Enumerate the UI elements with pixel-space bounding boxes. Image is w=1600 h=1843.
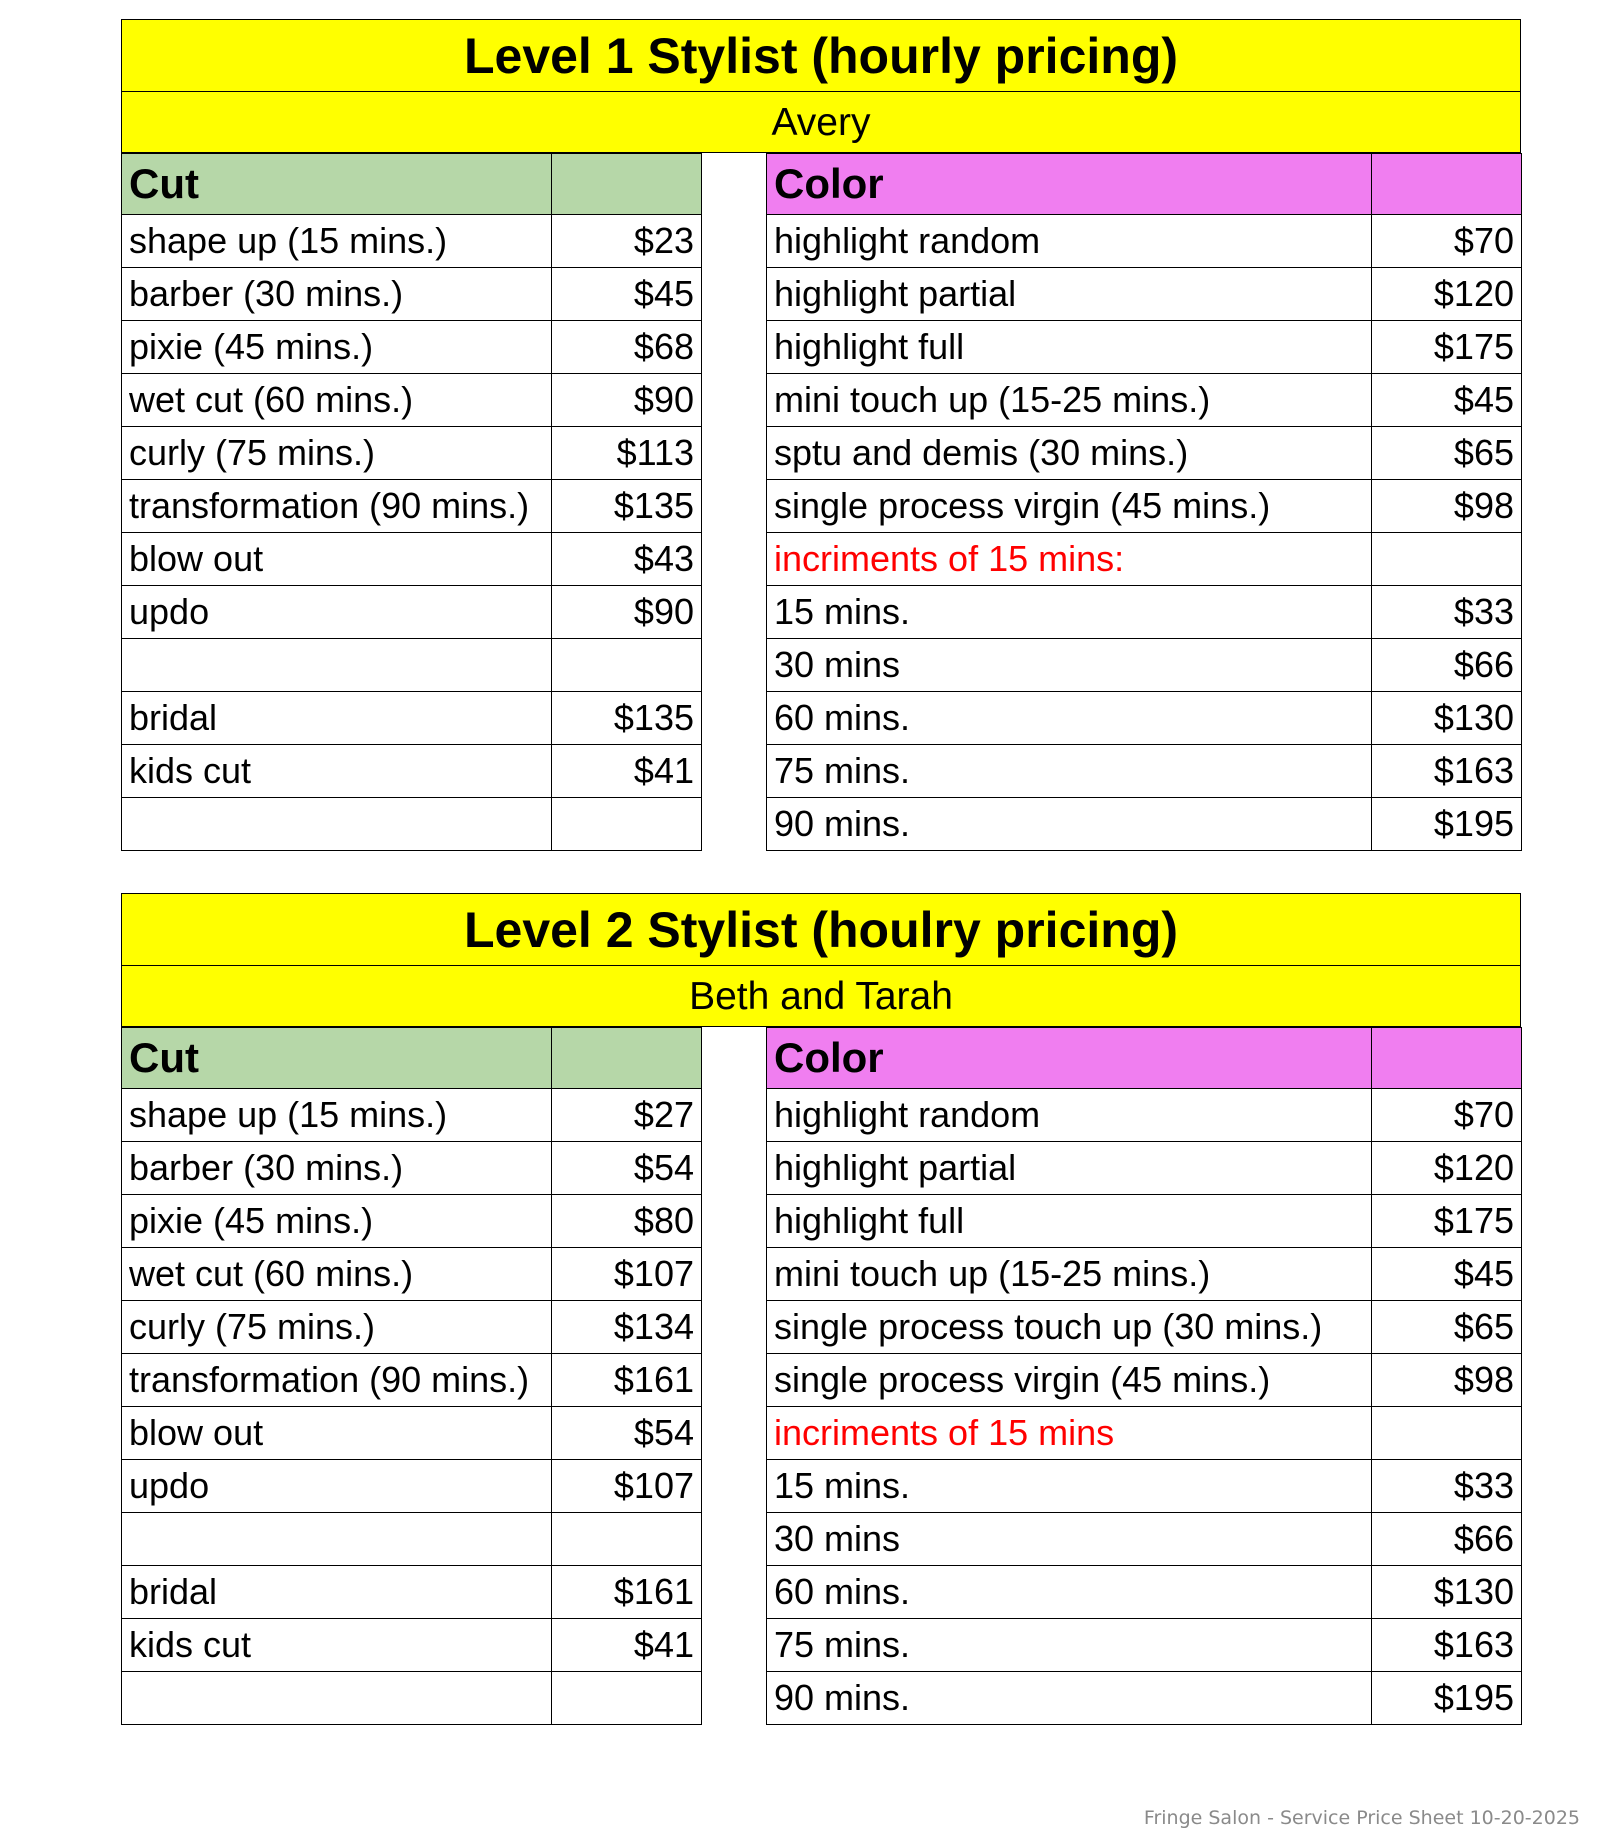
service-name: 60 mins. [767, 692, 1372, 745]
table-row [122, 215, 702, 268]
service-name: sptu and demis (30 mins.) [767, 427, 1372, 480]
service-name [122, 639, 552, 692]
category-header: Cut [122, 154, 552, 215]
service-price: $54 [552, 1142, 702, 1195]
service-price: $66 [1372, 1513, 1522, 1566]
table-header-row [767, 1028, 1522, 1089]
service-price: $41 [552, 1619, 702, 1672]
category-header: Cut [122, 1028, 552, 1089]
table-row [122, 798, 702, 851]
table-row [767, 586, 1522, 639]
service-price: $134 [552, 1301, 702, 1354]
service-price: $135 [552, 480, 702, 533]
table-row [767, 480, 1522, 533]
table-row [122, 1301, 702, 1354]
category-header-blank [1372, 154, 1522, 215]
service-price: $130 [1372, 1566, 1522, 1619]
table-row [122, 427, 702, 480]
service-name: mini touch up (15-25 mins.) [767, 374, 1372, 427]
service-price: $195 [1372, 1672, 1522, 1725]
service-price: $120 [1372, 1142, 1522, 1195]
table-row [767, 745, 1522, 798]
table-row [767, 533, 1522, 586]
table-row [122, 745, 702, 798]
service-price: $65 [1372, 1301, 1522, 1354]
service-price: $33 [1372, 1460, 1522, 1513]
service-name: kids cut [122, 745, 552, 798]
service-name: wet cut (60 mins.) [122, 374, 552, 427]
increment-note: incriments of 15 mins: [767, 533, 1372, 586]
table-row [767, 798, 1522, 851]
level-1-section [121, 19, 1521, 861]
page-footer: Fringe Salon - Service Price Sheet 10-20-2025 [1143, 1807, 1580, 1829]
service-price: $33 [1372, 586, 1522, 639]
service-name: 15 mins. [767, 1460, 1372, 1513]
table-header-row [767, 154, 1522, 215]
table-row [767, 1513, 1522, 1566]
service-price: $27 [552, 1089, 702, 1142]
service-name: blow out [122, 1407, 552, 1460]
service-price: $107 [552, 1460, 702, 1513]
level-2-section [121, 893, 1521, 1735]
table-row [122, 1089, 702, 1142]
service-name: highlight full [767, 1195, 1372, 1248]
service-name: highlight partial [767, 268, 1372, 321]
service-name: 60 mins. [767, 1566, 1372, 1619]
table-row [122, 692, 702, 745]
table-row [767, 1619, 1522, 1672]
service-name: 75 mins. [767, 745, 1372, 798]
table-row [122, 1619, 702, 1672]
cut-price-table [121, 1027, 702, 1725]
service-name: single process virgin (45 mins.) [767, 1354, 1372, 1407]
table-row [767, 1460, 1522, 1513]
table-row [767, 1301, 1522, 1354]
service-price: $161 [552, 1566, 702, 1619]
table-row [767, 215, 1522, 268]
service-name: kids cut [122, 1619, 552, 1672]
table-row [122, 374, 702, 427]
section-title: Level 1 Stylist (hourly pricing) [121, 19, 1521, 92]
service-price: $65 [1372, 427, 1522, 480]
table-row [122, 1407, 702, 1460]
table-row [767, 1195, 1522, 1248]
category-header-blank [552, 154, 702, 215]
service-price: $45 [1372, 374, 1522, 427]
table-row [122, 268, 702, 321]
service-price [552, 1513, 702, 1566]
service-price: $175 [1372, 1195, 1522, 1248]
service-name: highlight random [767, 1089, 1372, 1142]
service-name: 15 mins. [767, 586, 1372, 639]
section-title: Level 2 Stylist (houlry pricing) [121, 893, 1521, 966]
service-price: $68 [552, 321, 702, 374]
service-price: $163 [1372, 1619, 1522, 1672]
service-price: $163 [1372, 745, 1522, 798]
service-name: 30 mins [767, 1513, 1372, 1566]
table-row [122, 1354, 702, 1407]
increment-note: incriments of 15 mins [767, 1407, 1372, 1460]
table-row [122, 1195, 702, 1248]
table-row [122, 1142, 702, 1195]
table-row [767, 639, 1522, 692]
table-row [122, 586, 702, 639]
table-row [767, 1354, 1522, 1407]
table-row [767, 1089, 1522, 1142]
table-row [767, 321, 1522, 374]
service-name: shape up (15 mins.) [122, 215, 552, 268]
service-price: $45 [1372, 1248, 1522, 1301]
table-row [767, 427, 1522, 480]
table-row [122, 480, 702, 533]
category-header: Color [767, 154, 1372, 215]
service-price: $175 [1372, 321, 1522, 374]
stylist-names: Avery [121, 92, 1521, 153]
service-price: $130 [1372, 692, 1522, 745]
service-name: curly (75 mins.) [122, 1301, 552, 1354]
table-header-row [122, 1028, 702, 1089]
service-name: single process touch up (30 mins.) [767, 1301, 1372, 1354]
service-name: single process virgin (45 mins.) [767, 480, 1372, 533]
service-name: curly (75 mins.) [122, 427, 552, 480]
table-header-row [122, 154, 702, 215]
service-name: updo [122, 586, 552, 639]
service-price: $66 [1372, 639, 1522, 692]
service-price: $107 [552, 1248, 702, 1301]
service-name [122, 1672, 552, 1725]
service-name: updo [122, 1460, 552, 1513]
service-price: $41 [552, 745, 702, 798]
service-name: barber (30 mins.) [122, 268, 552, 321]
category-header-blank [552, 1028, 702, 1089]
service-name: highlight full [767, 321, 1372, 374]
stylist-names: Beth and Tarah [121, 966, 1521, 1027]
service-price: $43 [552, 533, 702, 586]
service-name: 30 mins [767, 639, 1372, 692]
cut-price-table [121, 153, 702, 851]
service-price [552, 639, 702, 692]
table-row [767, 374, 1522, 427]
service-price: $90 [552, 374, 702, 427]
service-price: $70 [1372, 1089, 1522, 1142]
table-row [122, 1248, 702, 1301]
service-name: highlight partial [767, 1142, 1372, 1195]
color-price-table [766, 1027, 1522, 1725]
service-name [122, 798, 552, 851]
table-row [767, 1672, 1522, 1725]
table-row [767, 1566, 1522, 1619]
table-row [122, 321, 702, 374]
service-name [122, 1513, 552, 1566]
service-name: 75 mins. [767, 1619, 1372, 1672]
service-name: pixie (45 mins.) [122, 321, 552, 374]
service-name: wet cut (60 mins.) [122, 1248, 552, 1301]
service-price: $54 [552, 1407, 702, 1460]
service-price [1372, 533, 1522, 586]
service-price: $120 [1372, 268, 1522, 321]
table-row [122, 533, 702, 586]
service-name: 90 mins. [767, 798, 1372, 851]
table-row [122, 639, 702, 692]
service-name: transformation (90 mins.) [122, 1354, 552, 1407]
service-name: pixie (45 mins.) [122, 1195, 552, 1248]
service-name: barber (30 mins.) [122, 1142, 552, 1195]
service-name: transformation (90 mins.) [122, 480, 552, 533]
table-row [767, 1248, 1522, 1301]
service-price [552, 1672, 702, 1725]
service-name: highlight random [767, 215, 1372, 268]
table-row [122, 1460, 702, 1513]
service-price: $70 [1372, 215, 1522, 268]
table-row [767, 692, 1522, 745]
service-price: $80 [552, 1195, 702, 1248]
service-price [1372, 1407, 1522, 1460]
service-name: 90 mins. [767, 1672, 1372, 1725]
service-price [552, 798, 702, 851]
service-name: bridal [122, 1566, 552, 1619]
service-name: blow out [122, 533, 552, 586]
table-row [122, 1513, 702, 1566]
table-row [122, 1566, 702, 1619]
table-row [122, 1672, 702, 1725]
service-name: bridal [122, 692, 552, 745]
color-price-table [766, 153, 1522, 851]
table-row [767, 1142, 1522, 1195]
service-name: mini touch up (15-25 mins.) [767, 1248, 1372, 1301]
service-price: $195 [1372, 798, 1522, 851]
service-price: $161 [552, 1354, 702, 1407]
service-price: $23 [552, 215, 702, 268]
service-price: $90 [552, 586, 702, 639]
service-price: $135 [552, 692, 702, 745]
service-name: shape up (15 mins.) [122, 1089, 552, 1142]
service-price: $113 [552, 427, 702, 480]
service-price: $98 [1372, 1354, 1522, 1407]
table-row [767, 268, 1522, 321]
category-header: Color [767, 1028, 1372, 1089]
category-header-blank [1372, 1028, 1522, 1089]
table-row [767, 1407, 1522, 1460]
service-price: $98 [1372, 480, 1522, 533]
service-price: $45 [552, 268, 702, 321]
